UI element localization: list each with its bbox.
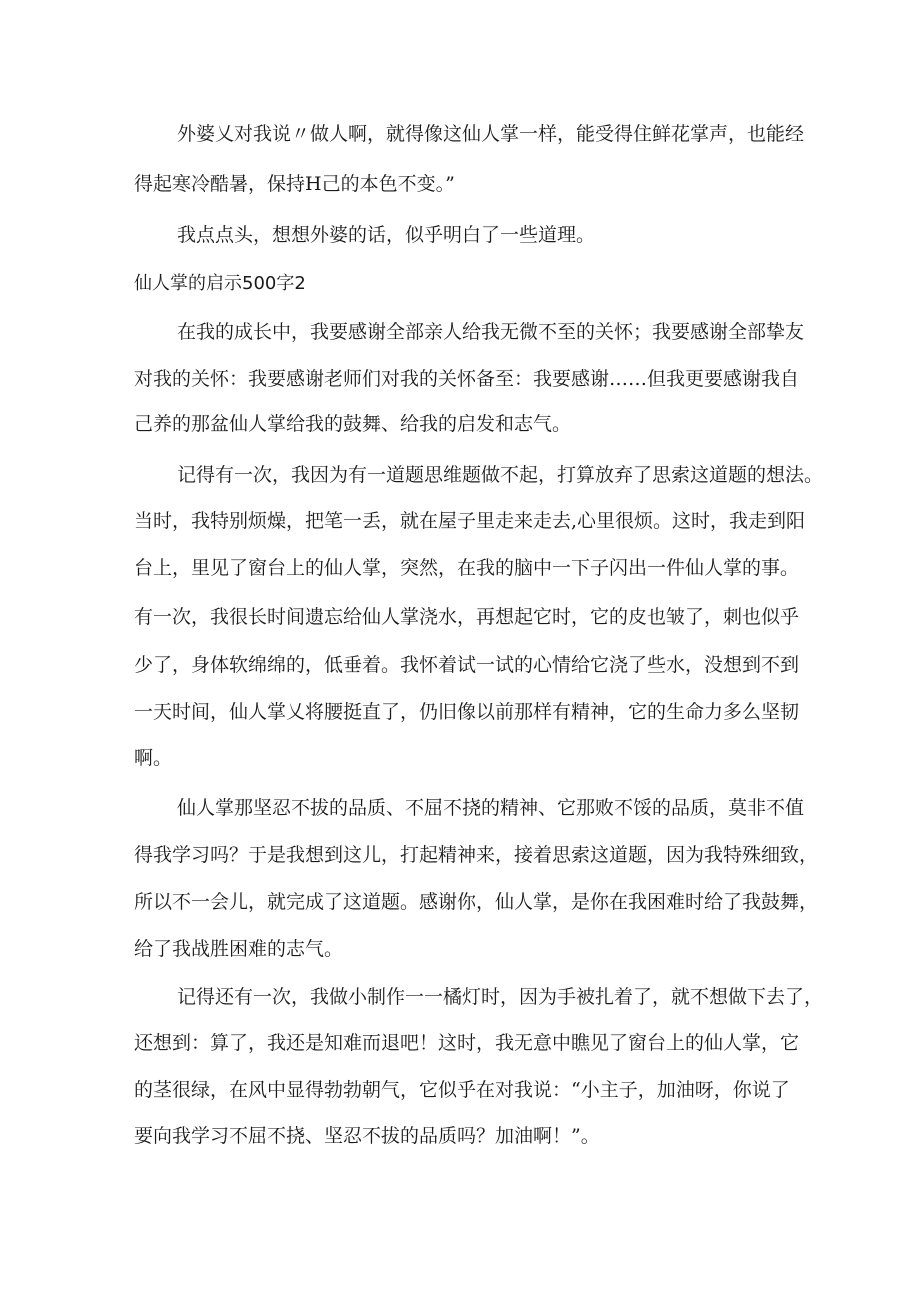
paragraph-2-line-1: 我点点头，想想外婆的话，似乎明白了一些道理。 [177,224,596,246]
paragraph-5-line-3: 所以不一会儿，就完成了这道题。感谢你，仙人掌，是你在我困难时给了我鼓舞， [134,891,819,913]
paragraph-3-line-2: 对我的关怀：我要感谢老师们对我的关怀备至：我要感谢……但我更要感谢我自 [134,368,800,390]
paragraph-6-line-3: 的茎很绿，在风中显得勃勃朝气，它似乎在对我说：“小主子，加油呀，你说了 [134,1079,790,1101]
paragraph-4-line-1: 记得有一次，我因为有一道题思维题做不起，打算放弃了思索这道题的想法。 [177,464,824,486]
paragraph-4-line-3: 台上，里见了窗台上的仙人掌，突然，在我的脑中一下子闪出一件仙人掌的事。 [134,557,800,579]
paragraph-4-line-2: 当时，我特别烦燥，把笔一丢，就在屋子里走来走去,心里很烦。这时，我走到阳 [134,510,806,532]
paragraph-6-line-4: 要向我学习不屈不挠、坚忍不拔的品质吗？加油啊！”。 [134,1125,600,1147]
paragraph-1-line-1: 外婆乂对我说〃做人啊，就得像这仙人掌一样，能受得住鲜花掌声，也能经 [177,123,805,145]
paragraph-6-line-1: 记得还有一次，我做小制作一一橘灯时，因为手被扎着了，就不想做下去了， [177,986,824,1008]
paragraph-3-line-3: 己养的那盆仙人掌给我的鼓舞、给我的启发和志气。 [134,413,572,435]
paragraph-4-line-5: 少了，身体软绵绵的，低垂着。我怀着试一试的心情给它浇了些水，没想到不到 [134,654,800,676]
paragraph-6-line-2: 还想到：算了，我还是知难而退吧！这时，我无意中瞧见了窗台上的仙人掌，它 [134,1032,800,1054]
paragraph-1-line-2: 得起寒冷酷暑，保持H己的本色不变。” [134,173,455,195]
paragraph-4-line-6: 一天时间，仙人掌乂将腰挺直了，仍旧像以前那样有精神，它的生命力多么坚韧 [134,701,800,723]
paragraph-4-line-4: 有一次，我很长时间遗忘给仙人掌浇水，再想起它时，它的皮也皱了，刺也似乎 [134,606,800,628]
paragraph-5-line-1: 仙人掌那坚忍不拔的品质、不屈不挠的精神、它那败不馁的品质，莫非不值 [177,797,805,819]
paragraph-4-line-7: 啊。 [134,747,173,769]
paragraph-5-line-2: 得我学习吗？于是我想到这儿，打起精神来，接着思索这道题，因为我特殊细致， [134,844,819,866]
paragraph-3-line-1: 在我的成长中，我要感谢全部亲人给我无微不至的关怀；我要感谢全部挚友 [177,321,805,343]
paragraph-5-line-4: 给了我战胜困难的志气。 [134,938,344,960]
section-heading: 仙人掌的启示500字2 [134,273,306,294]
